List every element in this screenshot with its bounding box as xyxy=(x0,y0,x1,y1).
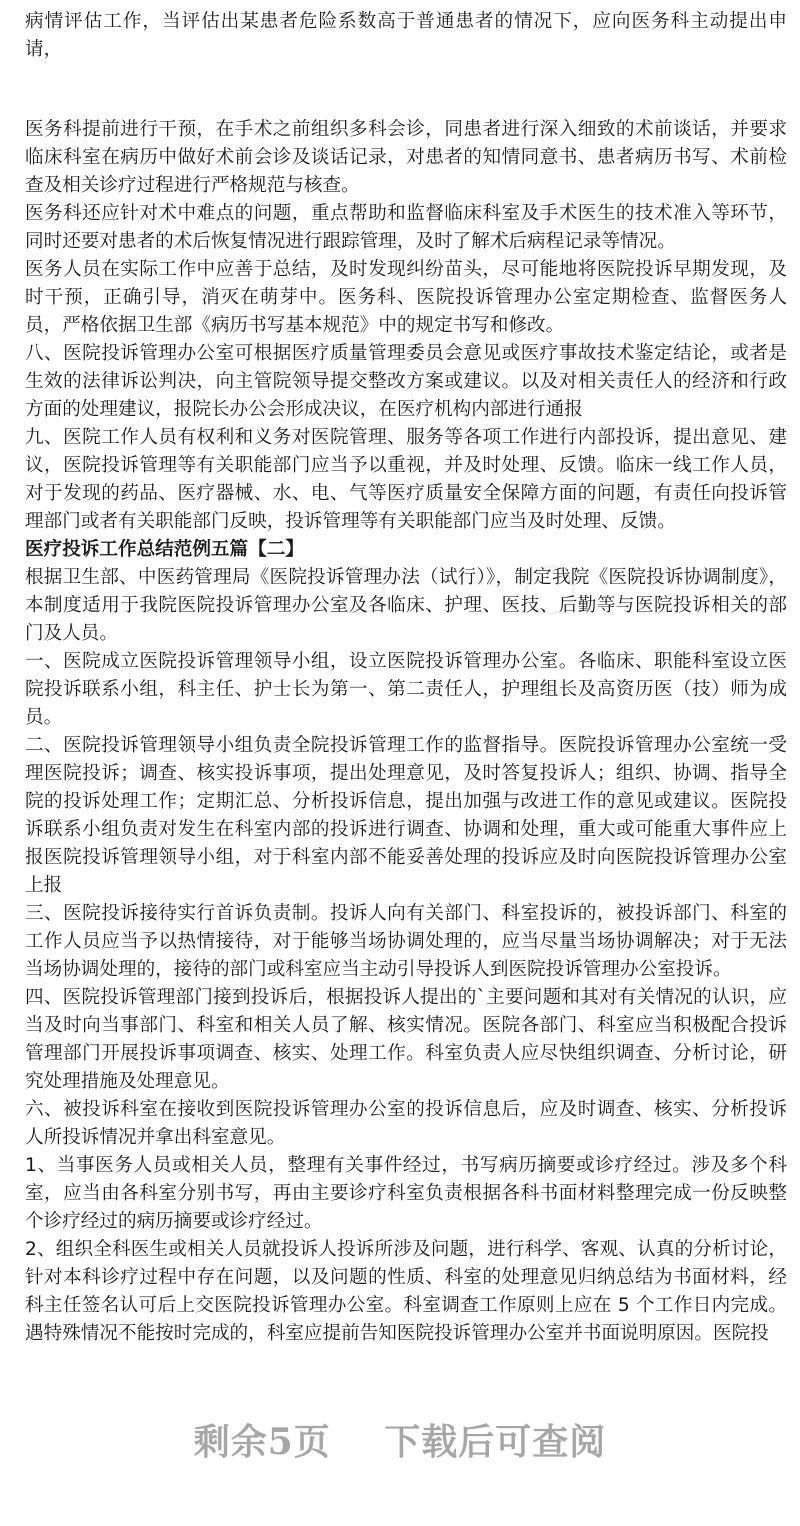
remaining-pages-label: 剩余5页 xyxy=(193,1421,331,1463)
paragraph: 八、医院投诉管理办公室可根据医疗质量管理委员会意见或医疗事故技术鉴定结论，或者是生效的法律诉讼判决，向主管院领导提交整改方案或建议。以及对相关责任人的经济和行政方面的处理建议，报院长办公会形成决议，在医疗机构内部进行通报 xyxy=(25,343,787,420)
paragraph: 医务科提前进行干预，在手术之前组织多科会诊，同患者进行深入细致的术前谈话，并要求临床科室在病历中做好术前会诊及谈话记录，对患者的知情同意书、患者病历书写、术前检查及相关诊疗过程进行严格规范与核查。 xyxy=(25,119,787,196)
section-heading: 医疗投诉工作总结范例五篇【二】 xyxy=(25,539,304,560)
paragraph: 2、组织全科医生或相关人员就投诉人投诉所涉及问题，进行科学、客观、认真的分析讨论，针对本科诊疗过程中存在问题，以及问题的性质、科室的处理意见归纳总结为书面材料，经科主任签名认可后上交医院投诉管理办公室。科室调查工作原则上应在 5 个工作日内完成。遇特殊情况不能按时完成的，科室应提前告知医院投诉管理办公室并书面说明原因。医院投 xyxy=(25,1239,787,1344)
document-body xyxy=(25,0,787,1348)
paragraph: 1、当事医务人员或相关人员，整理有关事件经过，书写病历摘要或诊疗经过。涉及多个科室，应当由各科室分别书写，再由主要诊疗科室负责根据各科书面材料整理完成一份反映整个诊疗经过的病历摘要或诊疗经过。 xyxy=(25,1155,787,1232)
paragraph: 根据卫生部、中医药管理局《医院投诉管理办法（试行）》，制定我院《医院投诉协调制度》，本制度适用于我院医院投诉管理办公室及各临床、护理、医技、后勤等与医院投诉相关的部门及人员。 xyxy=(25,567,787,644)
paragraph: 一、医院成立医院投诉管理领导小组，设立医院投诉管理办公室。各临床、职能科室设立医院投诉联系小组，科主任、护士长为第一、第二责任人，护理组长及高资历医（技）师为成员。 xyxy=(25,651,787,728)
paragraph: 病情评估工作，当评估出某患者危险系数高于普通患者的情况下，应向医务科主动提出申请， xyxy=(25,11,787,60)
paragraph: 医务科还应针对术中难点的问题，重点帮助和监督临床科室及手术医生的技术准入等环节，同时还要对患者的术后恢复情况进行跟踪管理，及时了解术后病程记录等情况。 xyxy=(25,203,787,252)
paragraph: 医务人员在实际工作中应善于总结，及时发现纠纷苗头，尽可能地将医院投诉早期发现，及时干预，正确引导，消灭在萌芽中。医务科、医院投诉管理办公室定期检查、监督医务人员，严格依据卫生部《病历书写基本规范》中的规定书写和修改。 xyxy=(25,259,787,336)
paragraph: 四、医院投诉管理部门接到投诉后，根据投诉人提出的`主要问题和其对有关情况的认识，应当及时向当事部门、科室和相关人员了解、核实情况。医院各部门、科室应当积极配合投诉管理部门开展投诉事项调查、核实、处理工作。科室负责人应尽快组织调查、分析讨论，研究处理措施及处理意见。 xyxy=(25,987,787,1092)
download-to-view-label[interactable]: 下载后可查阅 xyxy=(384,1421,607,1463)
paragraph: 九、医院工作人员有权利和义务对医院管理、服务等各项工作进行内部投诉，提出意见、建议，医院投诉管理等有关职能部门应当予以重视，并及时处理、反馈。临床一线工作人员，对于发现的药品、医疗器械、水、电、气等医疗质量安全保障方面的问题，有责任向投诉管理部门或者有关职能部门反映，投诉管理等有关职能部门应当及时处理、反馈。 xyxy=(25,427,787,532)
paragraph: 六、被投诉科室在接收到医院投诉管理办公室的投诉信息后，应及时调查、核实、分析投诉人所投诉情况并拿出科室意见。 xyxy=(25,1099,787,1148)
paragraph: 二、医院投诉管理领导小组负责全院投诉管理工作的监督指导。医院投诉管理办公室统一受理医院投诉；调查、核实投诉事项，提出处理意见，及时答复投诉人；组织、协调、指导全院的投诉处理工作；定期汇总、分析投诉信息，提出加强与改进工作的意见或建议。医院投诉联系小组负责对发生在科室内部的投诉进行调查、协调和处理，重大或可能重大事件应上报医院投诉管理领导小组，对于科室内部不能妥善处理的投诉应及时向医院投诉管理办公室上报 xyxy=(25,735,787,896)
download-prompt[interactable] xyxy=(0,1418,800,1506)
paragraph: 三、医院投诉接待实行首诉负责制。投诉人向有关部门、科室投诉的，被投诉部门、科室的工作人员应当予以热情接待，对于能够当场协调处理的，应当尽量当场协调解决；对于无法当场协调处理的，接待的部门或科室应当主动引导投诉人到医院投诉管理办公室投诉。 xyxy=(25,903,787,980)
spacer xyxy=(25,64,787,116)
